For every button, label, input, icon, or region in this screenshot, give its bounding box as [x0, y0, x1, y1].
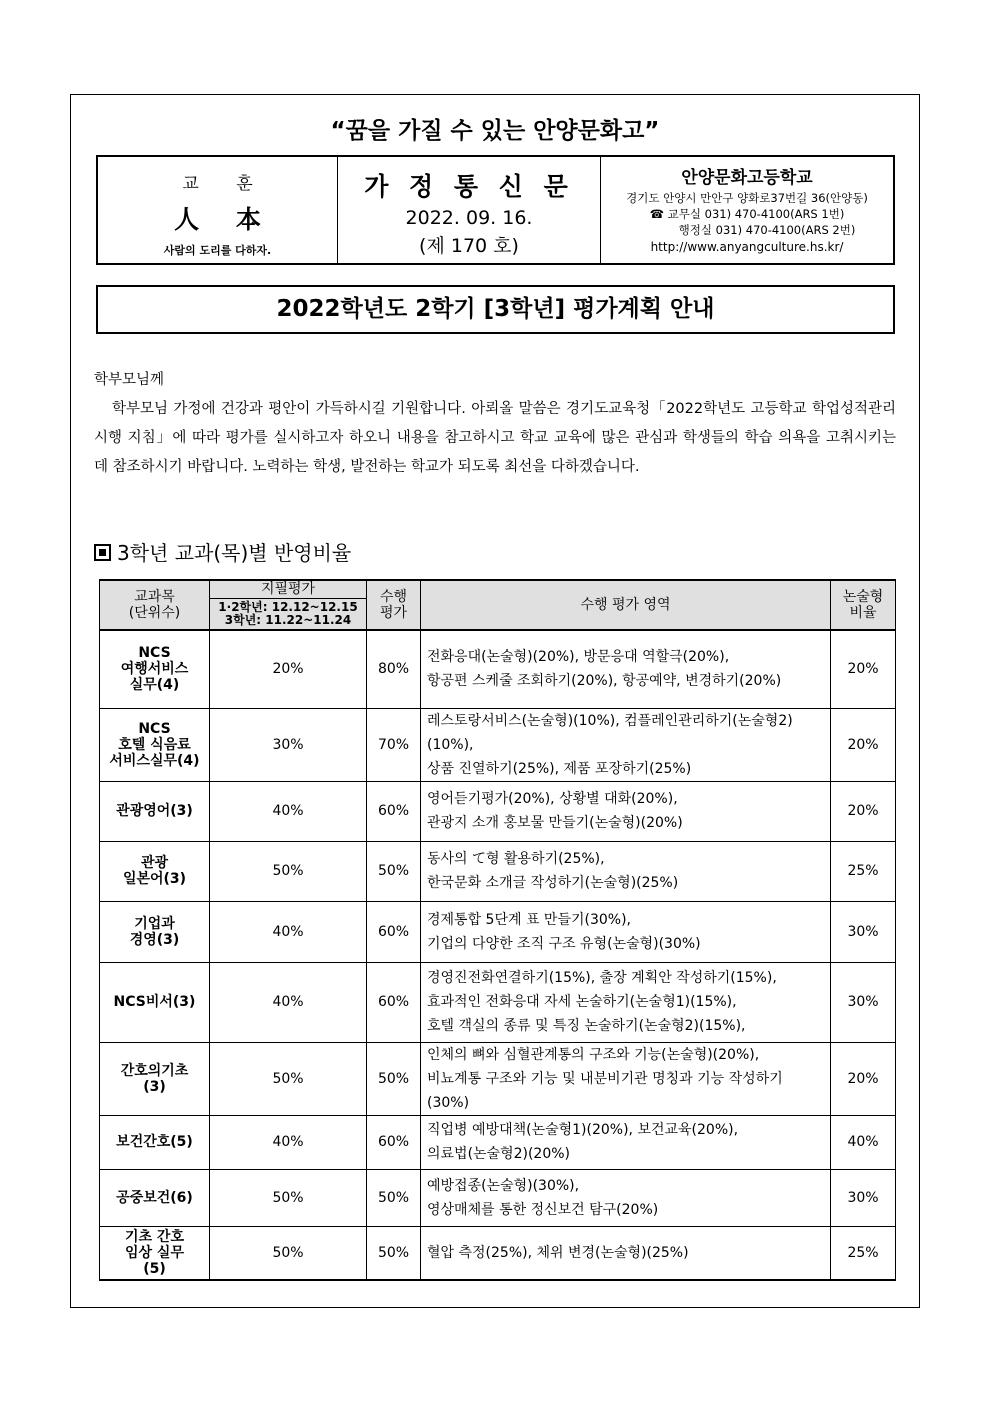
table-row — [100, 630, 896, 708]
creed-label: 교 훈 — [182, 174, 269, 194]
performance-ratio-cell: 50% — [367, 1169, 421, 1226]
essay-ratio-cell: 25% — [831, 841, 896, 901]
written-ratio-cell: 50% — [210, 1226, 367, 1280]
intro-paragraph: 학부모님 가정에 건강과 평안이 가득하시길 기원합니다. 아뢰올 말씀은 경기도교육청「2022학년도 고등학교 학업성적관리 시행 지침」에 따라 평가를 실시하고자 하오니 내용을 참고하시고 학교 교육에 많은 관심과 학생들의 학습 의욕을 고취시키는 데 참조하시기 바랍니다. 노력하는 학생, 발전하는 학교가 되도록 최선을 다하겠습니다. — [94, 401, 896, 475]
table-row — [100, 962, 896, 1042]
area-line: 경제통합 5단계 표 만들기(30%), — [427, 911, 631, 928]
performance-areas-cell — [421, 841, 831, 901]
area-line: (30%) — [427, 1094, 470, 1111]
written-ratio-cell: 30% — [210, 708, 367, 781]
square-bullet-icon — [94, 544, 111, 561]
newsletter-issue: (제 170 호) — [419, 235, 519, 257]
phone-admin: 행정실 031) 470-4100(ARS 2번) — [678, 223, 856, 237]
area-line: 경영진전화연결하기(15%), 출장 계획안 작성하기(15%), — [427, 970, 777, 986]
subject-cell: 관광 일본어(3) — [100, 841, 210, 901]
school-info-cell — [601, 157, 893, 263]
newsletter-date: 2022. 09. 16. — [405, 207, 533, 229]
essay-ratio-cell: 30% — [831, 1169, 896, 1226]
area-line: 효과적인 전화응대 자세 논술하기(논술형1)(15%), — [427, 994, 737, 1010]
phone-office: ☎ 교무실 031) 470-4100(ARS 1번) — [649, 207, 845, 221]
table-row — [100, 781, 896, 841]
table-row — [100, 1169, 896, 1226]
written-ratio-cell: 50% — [210, 841, 367, 901]
section-title: 3학년 교과(목)별 반영비율 — [117, 541, 352, 565]
performance-areas-cell — [421, 1169, 831, 1226]
essay-ratio-cell: 20% — [831, 1042, 896, 1115]
subject-cell: NCS비서(3) — [100, 962, 210, 1042]
subject-cell: 관광영어(3) — [100, 781, 210, 841]
subject-cell: 보건간호(5) — [100, 1115, 210, 1169]
area-line: 관광지 소개 홍보물 만들기(논술형)(20%) — [427, 815, 683, 831]
header-essay — [831, 580, 896, 630]
area-line: 기업의 다양한 조직 구조 유형(논술형)(30%) — [427, 935, 701, 952]
creed-subtitle: 사람의 도리를 다하자. — [163, 244, 272, 257]
evaluation-table — [99, 579, 896, 1281]
area-line: 영상매체를 통한 정신보건 탐구(20%) — [427, 1201, 659, 1218]
performance-areas-cell — [421, 708, 831, 781]
section-heading — [94, 537, 351, 566]
school-creed-cell — [98, 157, 338, 263]
header-subject-text: 교과목 (단위수) — [128, 589, 181, 621]
essay-ratio-cell: 20% — [831, 630, 896, 708]
header-areas — [421, 580, 831, 630]
area-line: 항공편 스케줄 조회하기(20%), 항공예약, 변경하기(20%) — [427, 673, 782, 690]
essay-ratio-cell: 30% — [831, 901, 896, 962]
table-row — [100, 708, 896, 781]
written-period-3: 3학년: 11.22~11.24 — [224, 612, 352, 627]
table-row — [100, 901, 896, 962]
written-ratio-cell: 40% — [210, 901, 367, 962]
subject-cell: 기초 간호 임상 실무 (5) — [100, 1226, 210, 1280]
area-line: 의료법(논술형2)(20%) — [427, 1146, 571, 1162]
performance-ratio-cell: 60% — [367, 1115, 421, 1169]
area-line: 레스토랑서비스(논술형)(10%), 컴플레인관리하기(논술형2)(10%), — [427, 712, 793, 753]
creed-main: 人 本 — [174, 205, 275, 234]
performance-ratio-cell: 60% — [367, 781, 421, 841]
essay-ratio-cell: 20% — [831, 781, 896, 841]
essay-ratio-cell: 40% — [831, 1115, 896, 1169]
table-row — [100, 1226, 896, 1280]
subject-cell: NCS 호텔 식음료 서비스실무(4) — [100, 708, 210, 781]
table-body — [100, 630, 896, 1280]
performance-ratio-cell: 60% — [367, 901, 421, 962]
header-written-text: 지필평가 — [260, 581, 316, 598]
area-line: 영어듣기평가(20%), 상황별 대화(20%), — [427, 791, 678, 807]
essay-ratio-cell: 20% — [831, 708, 896, 781]
document-title: 2022학년도 2학기 [3학년] 평가계획 안내 — [96, 285, 895, 334]
area-line: 전화응대(논술형)(20%), 방문응대 역할극(20%), — [427, 649, 730, 666]
area-line: 예방접종(논술형)(30%), — [427, 1177, 580, 1194]
header-written — [210, 580, 367, 598]
header-areas-text: 수행 평가 영역 — [580, 597, 671, 613]
header-performance — [367, 580, 421, 630]
performance-areas-cell — [421, 1115, 831, 1169]
subject-cell: 기업과 경영(3) — [100, 901, 210, 962]
newsletter-title: 가 정 통 신 문 — [364, 172, 574, 201]
written-ratio-cell: 40% — [210, 1115, 367, 1169]
area-line: 직업병 예방대책(논술형1)(20%), 보건교육(20%), — [427, 1122, 739, 1138]
greeting: 학부모님께 — [94, 372, 165, 388]
letterhead — [96, 155, 895, 265]
area-line: 혈압 측정(25%), 체위 변경(논술형)(25%) — [427, 1244, 689, 1261]
subject-cell: 공중보건(6) — [100, 1169, 210, 1226]
table-row — [100, 1042, 896, 1115]
school-motto: “꿈을 가질 수 있는 안양문화고” — [330, 118, 660, 144]
performance-areas-cell — [421, 1042, 831, 1115]
performance-areas-cell — [421, 962, 831, 1042]
school-address: 경기도 안양시 만안구 양화로37번길 36(안양동) — [626, 191, 868, 205]
performance-ratio-cell: 80% — [367, 630, 421, 708]
performance-ratio-cell: 60% — [367, 962, 421, 1042]
header-subject — [100, 580, 210, 630]
performance-areas-cell — [421, 781, 831, 841]
performance-areas-cell — [421, 901, 831, 962]
area-line: 호텔 객실의 종류 및 특징 논술하기(논술형2)(15%), — [427, 1018, 746, 1034]
subject-cell: NCS 여행서비스 실무(4) — [100, 630, 210, 708]
written-ratio-cell: 40% — [210, 781, 367, 841]
written-ratio-cell: 50% — [210, 1042, 367, 1115]
written-ratio-cell: 50% — [210, 1169, 367, 1226]
area-line: 상품 진열하기(25%), 제품 포장하기(25%) — [427, 760, 692, 777]
school-name: 안양문화고등학교 — [681, 168, 813, 188]
area-line: 동사의 て형 활용하기(25%), — [427, 851, 605, 867]
essay-ratio-cell: 25% — [831, 1226, 896, 1280]
table-row — [100, 1115, 896, 1169]
area-line: 인체의 뼈와 심혈관계통의 구조와 기능(논술형)(20%), — [427, 1046, 760, 1063]
performance-ratio-cell: 50% — [367, 841, 421, 901]
school-url[interactable]: http://www.anyangculture.hs.kr/ — [650, 240, 844, 254]
performance-ratio-cell: 70% — [367, 708, 421, 781]
performance-ratio-cell: 50% — [367, 1226, 421, 1280]
performance-areas-cell — [421, 1226, 831, 1280]
header-written-period — [210, 598, 367, 630]
area-line: 비뇨계통 구조와 기능 및 내분비기관 명칭과 기능 작성하기 — [427, 1070, 783, 1087]
essay-ratio-cell: 30% — [831, 962, 896, 1042]
written-ratio-cell: 20% — [210, 630, 367, 708]
performance-areas-cell — [421, 630, 831, 708]
written-ratio-cell: 40% — [210, 962, 367, 1042]
area-line: 한국문화 소개글 작성하기(논술형)(25%) — [427, 875, 679, 891]
newsletter-cell — [338, 157, 601, 263]
written-period-12: 1·2학년: 12.12~12.15 — [218, 599, 358, 614]
header-essay-text: 논술형 비율 — [842, 589, 884, 621]
subject-cell: 간호의기초 (3) — [100, 1042, 210, 1115]
performance-ratio-cell: 50% — [367, 1042, 421, 1115]
table-row — [100, 841, 896, 901]
header-performance-text: 수행 평가 — [379, 589, 408, 621]
